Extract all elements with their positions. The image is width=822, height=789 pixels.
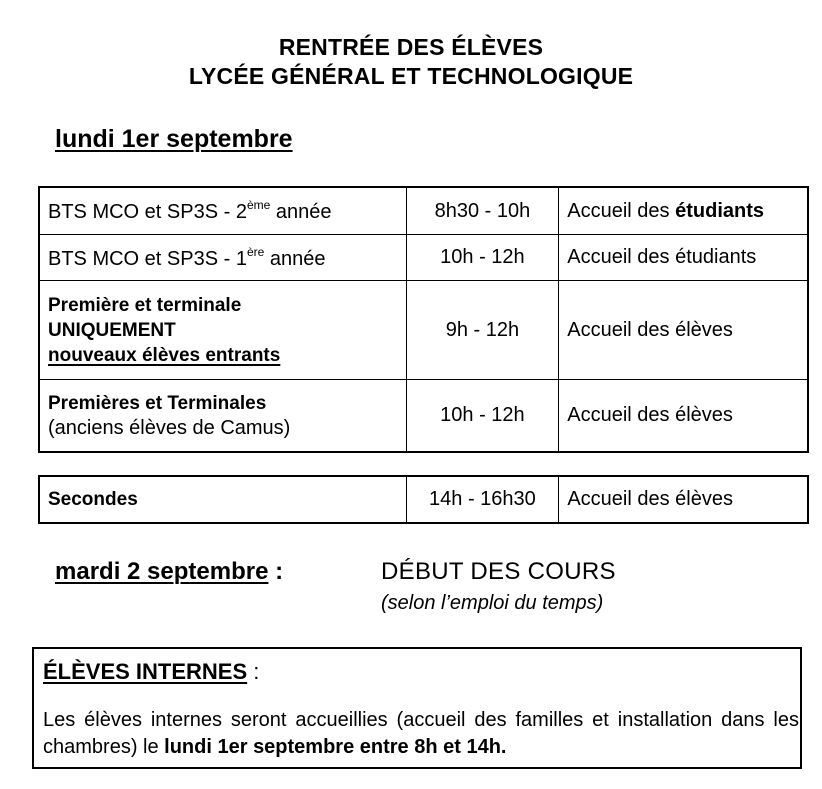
- course-start-text: DÉBUT DES COURS: [381, 558, 616, 585]
- boarders-heading: ÉLÈVES INTERNES :: [43, 659, 260, 684]
- title-line-1: RENTRÉE DES ÉLÈVES: [278, 34, 544, 60]
- group-cell: Premières et Terminales (anciens élèves de Camus): [40, 380, 407, 452]
- group-cell: BTS MCO et SP3S - 1ère année: [40, 235, 407, 281]
- group-cell: Première et terminale UNIQUEMENT nouveaux élèves entrants: [40, 281, 407, 380]
- table-row: [40, 380, 808, 452]
- time-cell: 14h - 16h30: [406, 477, 559, 523]
- table-row: [40, 477, 808, 523]
- group-cell: Secondes: [40, 477, 407, 523]
- time-cell: 9h - 12h: [406, 281, 559, 380]
- boarders-text: Les élèves internes seront accueillies (accueil des familles et installation dans les chambres) le lundi 1er septembre entre 8h et 14h.: [43, 709, 799, 758]
- time-cell: 10h - 12h: [406, 380, 559, 452]
- schedule-table-secondes: [39, 476, 808, 523]
- boarders-box: [32, 647, 802, 769]
- table-row: [40, 188, 808, 235]
- title-line-2: LYCÉE GÉNÉRAL ET TECHNOLOGIQUE: [188, 63, 634, 89]
- activity-cell: Accueil des élèves: [559, 477, 808, 523]
- timetable-note: (selon l’emploi du temps): [381, 592, 604, 614]
- table-row: [40, 235, 808, 281]
- day2-heading: mardi 2 septembre :: [55, 558, 284, 585]
- activity-cell: Accueil des élèves: [559, 380, 808, 452]
- day1-heading: lundi 1er septembre: [55, 125, 293, 153]
- activity-cell: Accueil des élèves: [559, 281, 808, 380]
- activity-cell: Accueil des étudiants: [559, 188, 808, 235]
- time-cell: 8h30 - 10h: [406, 188, 559, 235]
- schedule-table-day1: [39, 187, 808, 452]
- time-cell: 10h - 12h: [406, 235, 559, 281]
- table-row: [40, 281, 808, 380]
- activity-cell: Accueil des étudiants: [559, 235, 808, 281]
- group-cell: BTS MCO et SP3S - 2ème année: [40, 188, 407, 235]
